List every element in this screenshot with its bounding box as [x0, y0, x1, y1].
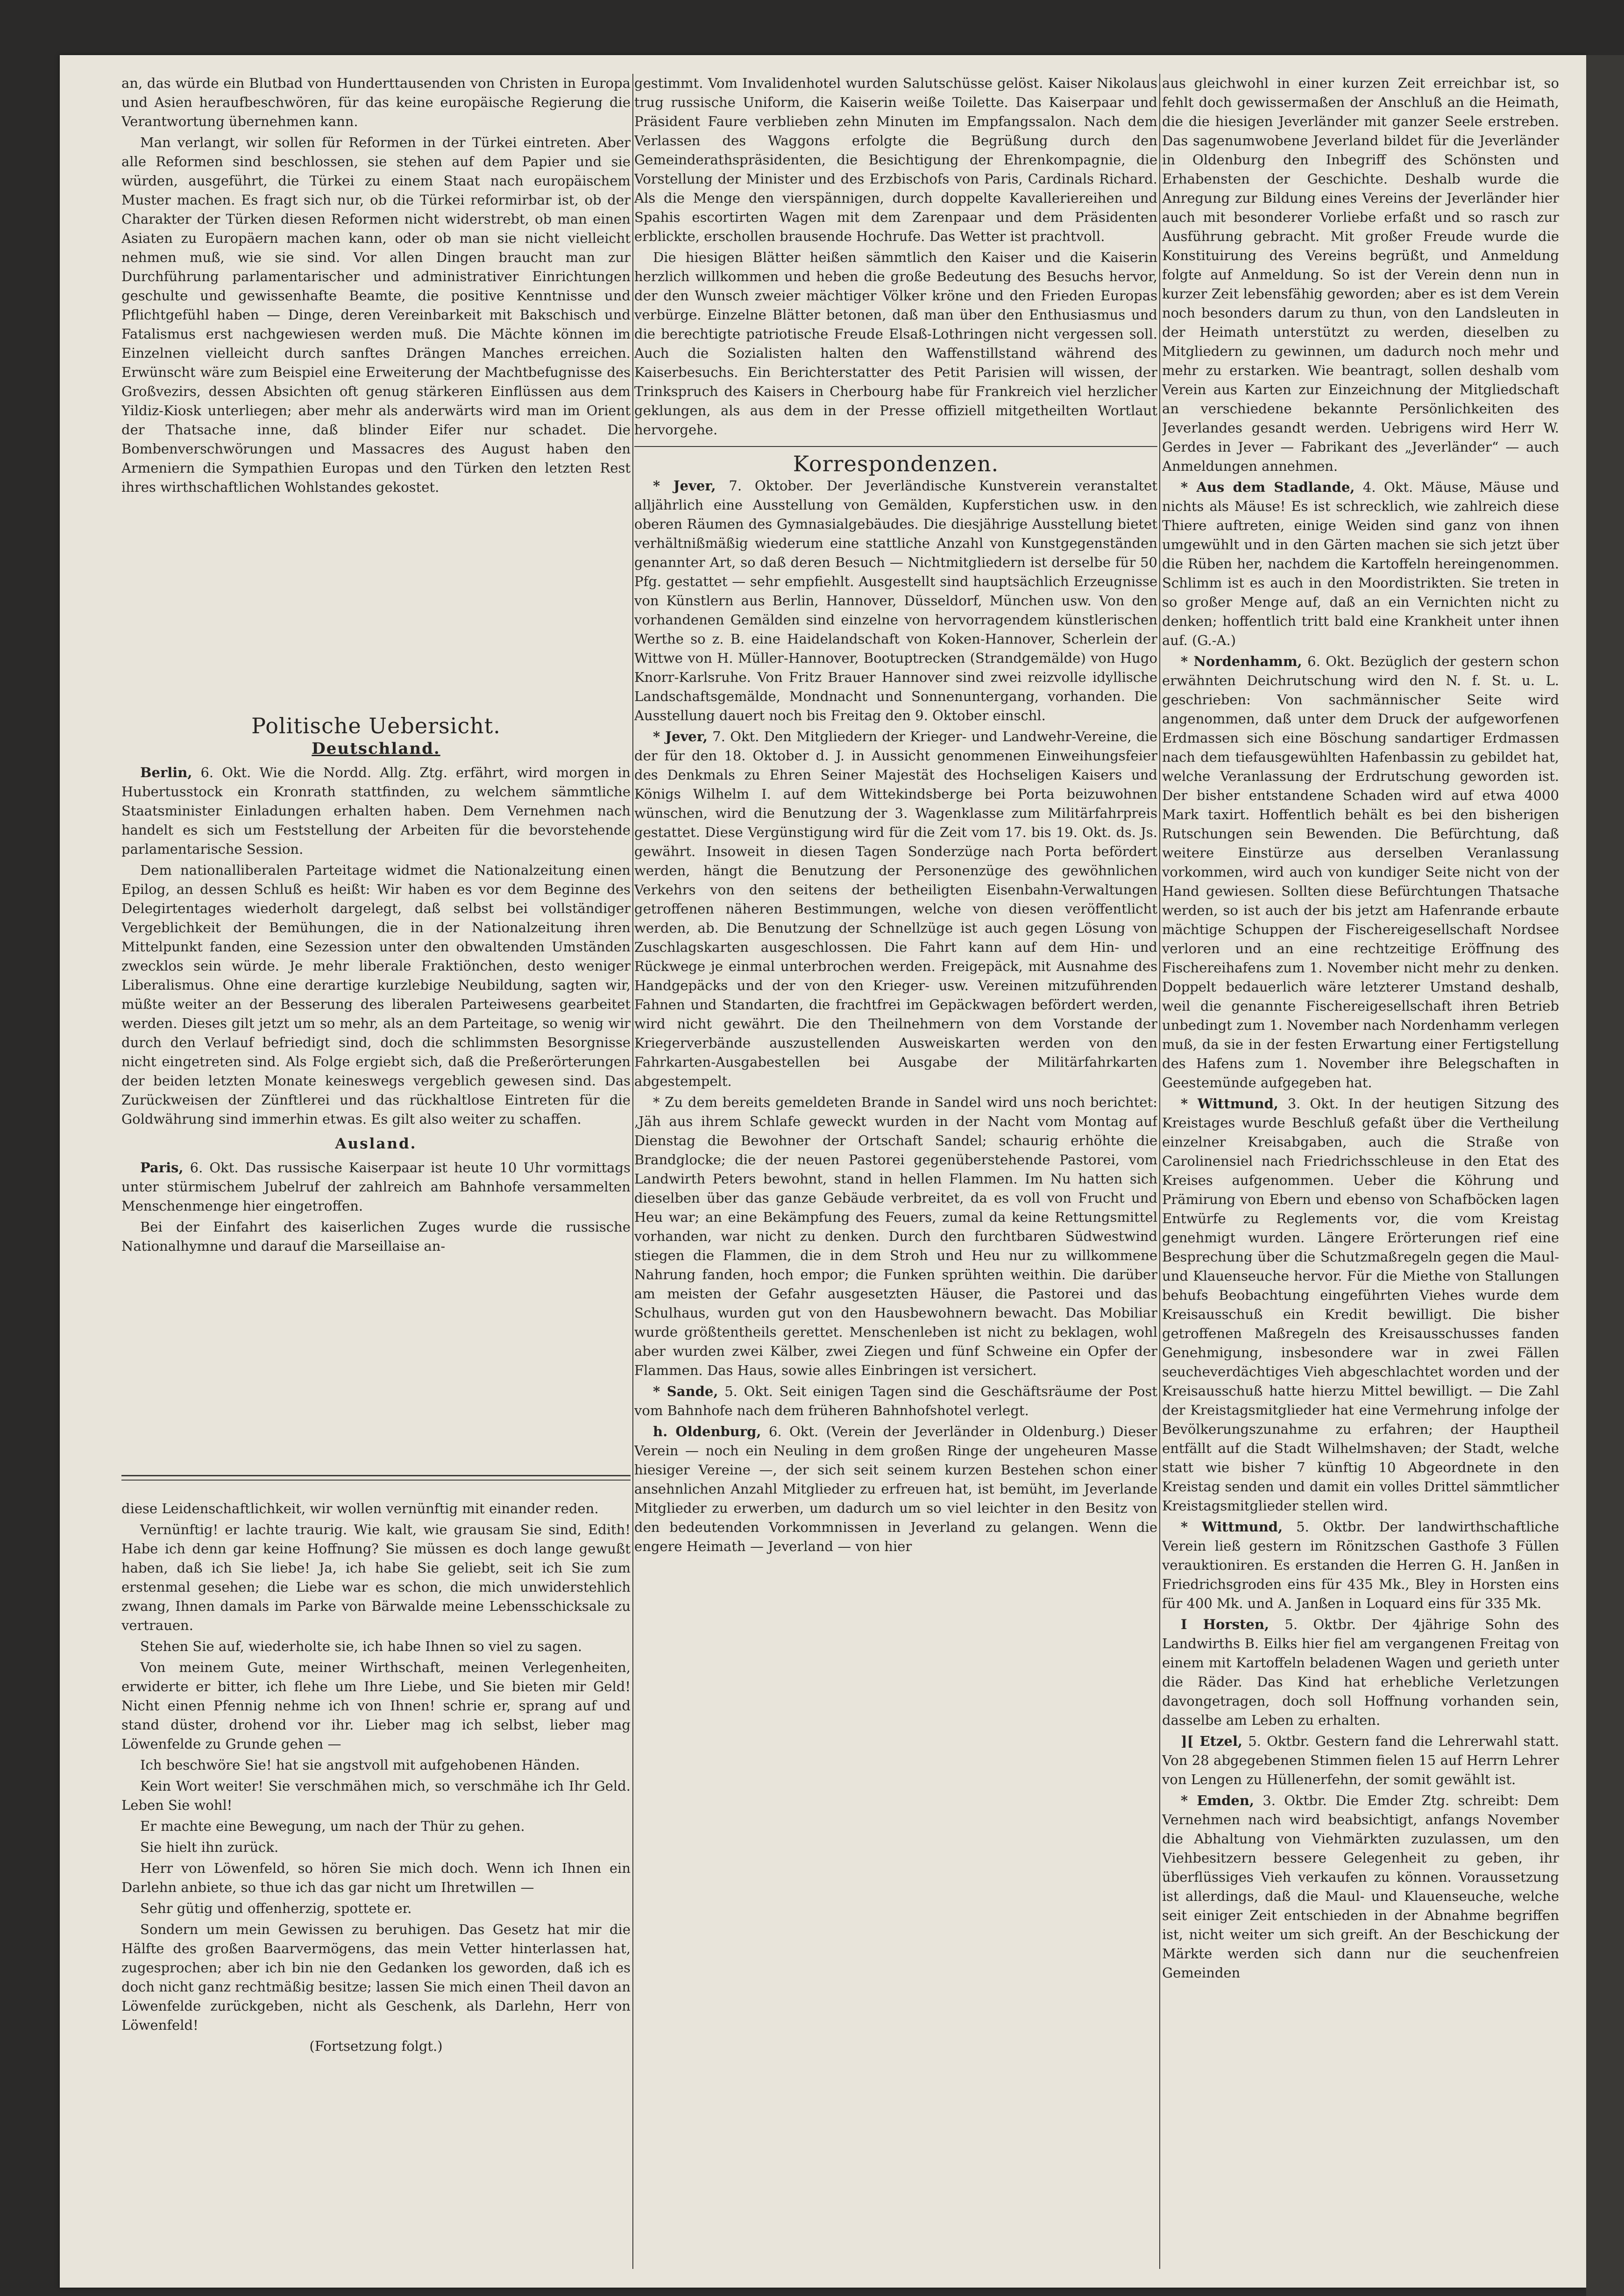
feuilleton-divider — [121, 1475, 631, 1476]
story-paragraph: Er machte eine Bewegung, um nach der Thür zu gehen. — [140, 1818, 525, 1834]
news-item-horsten: I Horsten, 5. Oktbr. Der 4jährige Sohn des Landwirths B. Eilks hier fiel am vergangenen Freitag von einem mit Kartoffeln beladenen Wagen und gerieth unter die Räder. Das Kind hat erhebliche Verletzungen davongetragen, doch soll Hoffnung vorhanden sein, dasselbe am Leben zu erhalten. — [1162, 1616, 1559, 1728]
continuation-note: (Fortsetzung folgt.) — [309, 2038, 443, 2054]
dateline: * Wittmund, — [1181, 1096, 1278, 1112]
news-item-sande: * Sande, 5. Okt. Seit einigen Tagen sind die Geschäftsräume der Post vom Bahnhofe nach dem früheren Bahnhofshotel verlegt. — [634, 1383, 1157, 1418]
news-item-etzel: ][ Etzel, 5. Oktbr. Gestern fand die Lehrerwahl statt. Von 28 abgegebenen Stimmen fielen 15 auf Herrn Lehrer von Lengen zu Hüllenerfehn, der somit gewählt ist. — [1162, 1733, 1559, 1787]
dateline: * Emden, — [1181, 1793, 1255, 1808]
newspaper-page — [60, 55, 1586, 2288]
news-item-jever: * Jever, 7. Oktober. Der Jeverländische Kunstverein veranstaltet alljährlich eine Ausstellung von Gemälden, Kupferstichen usw. in den oberen Räumen des Gymnasialgebäudes. Die diesjährige Ausstellung bietet verhältnißmäßig wiederum eine stattliche Anzahl von Kunstgegenständen genannter Art, so daß deren Besuch — Nichtmitgliedern ist derselbe für 50 Pfg. gestattet — sehr empfiehlt. Ausgestellt sind hauptsächlich Erzeugnisse von Künstlern aus Berlin, Hannover, Düsseldorf, München usw. Von den vorhandenen Gemälden sind einzelne von hervorragendem künstlerischen Werthe so z. B. eine Haidelandschaft von Koken-Hannover, Scherlein der Wittwe von H. Müller-Hannover, Bootuptrecken (Strandgemälde) von Hugo Knorr-Karlsruhe. Von Fritz Brauer Hannover sind zwei reizvolle idyllische Landschaftsgemälde, Mondnacht und Sonnenuntergang, vorhanden. Die Ausstellung dauert noch bis Freitag den 9. Oktober einschl. — [634, 478, 1157, 723]
column-left-politics — [121, 709, 631, 1330]
news-item-sandel: * Zu dem bereits gemeldeten Brande in Sandel wird uns noch berichtet: ‚Jäh aus ihrem Schlafe geweckt wurden in der Nacht vom Montag auf Dienstag die Bewohner der Ortschaft Sandel; schaurig erhöhte die Brandglocke; die der neuen Pastorei gegenüberstehende Pastorei, vom Landwirth Peters bewohnt, stand in hellen Flammen. Im Nu hatten sich dieselben über das ganze Gebäude verbreitet, da es voll von Frucht und Heu war; an eine Bekämpfung des Feuers, zumal da keine Rettungsmittel vorhanden, war nicht zu denken. Durch den furchtbaren Südwestwind stiegen die Flammen, die in dem Stroh und Heu nur zu willkommene Nahrung fanden, hoch empor; die Funken sprühten weithin. Die darüber am meisten der Gefahr ausgesetzten Häuser, die Pastorei und das Schulhaus, wurden gut von den Hausbewohnern bewacht. Das Mobiliar wurde größtentheils gerettet. Menschenleben ist nicht zu beklagen, wohl aber wurden zwei Kälber, zwei Ziegen und fünf Schweine ein Opfer der Flammen. Das Haus, sowie alles Einbringen ist versichert. — [634, 1094, 1157, 1378]
scan-background-edge — [1586, 55, 1624, 2296]
article-paragraph: aus gleichwohl in einer kurzen Zeit erreichbar ist, so fehlt doch gewissermaßen der Anschluß an die Heimath, die die hiesigen Jeverländer mit ganzer Seele erstreben. Das sagenumwobene Jeverland bildet für die Jeverländer in Oldenburg den Inbegriff des Schönsten und Erhabensten der Geschichte. Deshalb wurde die Anregung zur Bildung eines Vereins der Jeverländer hier auch mit besonderer Vorliebe erfaßt und so rasch zur Ausführung gebracht. Mit großer Freude wurde die Konstituirung des Vereins begrüßt, und Anmeldung folgte auf Anmeldung. So ist der Verein denn nun in kurzer Zeit lebensfähig geworden; aber es ist dem Verein noch besonders darum zu thun, von den Landsleuten in der Heimath unterstützt zu werden, dieselben zu Mitgliedern zu gewinnen, um dadurch noch mehr und mehr zu erstarken. Wie beantragt, sollen deshalb vom Verein aus Karten zur Einzeichnung der Mitgliedschaft an verschiedene bekannte Persönlichkeiten des Jeverlandes gesandt werden. Uebrigens wird Herr W. Gerdes in Jever — Fabrikant des „Jeverländer“ — auch Anmeldungen annehmen. — [1162, 75, 1559, 474]
dateline: ][ Etzel, — [1181, 1733, 1243, 1749]
story-paragraph: Sie hielt ihn zurück. — [140, 1839, 279, 1855]
story-paragraph: diese Leidenschaftlichkeit, wir wollen vernünftig mit einander reden. — [121, 1501, 599, 1516]
feuilleton-column — [121, 1499, 631, 2265]
dateline: h. Oldenburg, — [653, 1424, 761, 1439]
subheading-abroad: Ausland. — [335, 1135, 417, 1152]
column-right — [1162, 74, 1559, 2269]
news-item-jever: * Jever, 7. Okt. Den Mitgliedern der Krieger- und Landwehr-Vereine, die der für den 18. Oktober d. J. in Aussicht genommenen Einweihungsfeier des Denkmals zu Ehren Seiner Majestät des Hochseligen Kaisers und Königs Wilhelm I. auf dem Wittekindsberge bei Porta beizuwohnen wünschen, wird die Benutzung der 3. Wagenklasse zum Militärfahrpreis gestattet. Diese Vergünstigung wird für die Zeit vom 17. bis 19. Okt. ds. Js. gewährt. Insoweit in diesen Tagen Sonderzüge nach Porta befördert werden, hängt die Benutzung der Personenzüge des gewöhnlichen Verkehrs von den seitens der betheiligten Eisenbahn-Verwaltungen getroffenen näheren Bestimmungen, welche von diesen veröffentlicht werden, ab. Die Benutzung der Schnellzüge ist auch gegen Lösung von Zuschlagskarten ausgeschlossen. Die Fahrt kann auf dem Hin- und Rückwege je einmal unterbrochen werden. Freigepäck, mit Ausnahme des Handgepäcks und der von den Krieger- usw. Vereinen mitzuführenden Fahnen und Standarten, die frachtfrei im Gepäckwagen befördert werden, wird nicht gewährt. Die den Theilnehmern von dem Vorstande der Kriegerverbände auszustellenden Ausweiskarten werden von den Fahrkarten-Ausgabestellen bei Ausgabe der Militärfahrkarten abgestempelt. — [634, 729, 1157, 1089]
story-paragraph: Sondern um mein Gewissen zu beruhigen. Das Gesetz hat mir die Hälfte des großen Baarvermögens, das mein Vetter hinterlassen hat, zugesprochen; aber ich bin nie den Gedanken los geworden, daß ich es doch nicht ganz rechtmäßig besitze; lassen Sie mich einen Theil davon an Löwenfelde zurückgeben, nicht als Geschenk, als Darlehn, Herr von Löwenfeld! — [121, 1921, 631, 2033]
news-item-wittmund: * Wittmund, 3. Okt. In der heutigen Sitzung des Kreistages wurde Beschluß gefaßt über die Vertheilung einzelner Kreisabgaben, auch die Straße von Carolinensiel nach Friedrichsschleuse in den Etat des Kreises aufgenommen. Ueber die Köhrung und Prämirung von Ebern und ebenso von Schafböcken lagen Entwürfe zu Reglements vor, die vom Kreistag genehmigt wurden. Längere Erörterungen rief eine Besprechung über die Schutzmaßregeln gegen die Maul- und Klauenseuche hervor. Für die Miethe von Stallungen behufs Beobachtung eingeführten Viehes wurde dem Kreisausschuß ein Kredit bewilligt. Die bisher getroffenen Maßregeln des Kreisausschusses fanden Genehmigung, insbesondere war in zwei Fällen seucheverdächtiges Vieh abgeschlachtet worden und der Kreisausschuß hatte hierzu Mittel bewilligt. — Die Zahl der Kreistagsmitglieder hat eine Vermehrung infolge der Bevölkerungszunahme zu erfahren; der Hauptheil entfällt auf die Stadt Wilhelmshaven; der Stadt, welche statt wie bisher 7 künftig 10 Abgeordnete in den Kreistag senden und damit ein volles Drittel sämmtlicher Kreistagsmitglieder stellen wird. — [1162, 1096, 1559, 1514]
news-item-emden: * Emden, 3. Oktbr. Die Emder Ztg. schreibt: Dem Vernehmen nach wird beabsichtigt, anfangs November die Abhaltung von Viehmärkten zuzulassen, um den Viehbesitzern bessere Gelegenheit zu geben, ihr überflüssiges Vieh verkaufen zu können. Voraussetzung ist allerdings, daß die Maul- und Klauenseuche, welche seit einiger Zeit entschieden in der Abnahme begriffen ist, nicht weiter um sich greift. An der Beschickung der Märkte werden sich dann nur die seuchenfreien Gemeinden — [1162, 1793, 1559, 1981]
article-paragraph: gestimmt. Vom Invalidenhotel wurden Salutschüsse gelöst. Kaiser Nikolaus trug russische Uniform, die Kaiserin weiße Toilette. Das Kaiserpaar und Präsident Faure verblieben zehn Minuten im Empfangssalon. Nach dem Verlassen des Waggons erfolgte die Begrüßung durch den Gemeinderathspräsidenten, die Besichtigung der Ehrenkompagnie, die Vorstellung der Minister und des Erzbischofs von Paris, Cardinals Richard. Als die Menge den vierspännigen, durch doppelte Kavalleriereihen und Spahis escortirten Wagen mit dem Zarenpaar und dem Präsidenten erblickte, erschollen brausende Hochrufe. Das Wetter ist prachtvoll. — [634, 75, 1157, 244]
news-item-wittmund: * Wittmund, 5. Oktbr. Der landwirthschaftliche Verein ließ gestern im Rönitzschen Gasthofe 3 Füllen verauktioniren. Es erstanden die Herren G. H. Janßen in Friedrichsgroden eins für 435 Mk., Bley in Horsten eins für 400 Mk. und A. Janßen in Loquard eins für 335 Mk. — [1162, 1519, 1559, 1611]
story-paragraph: Ich beschwöre Sie! hat sie angstvoll mit aufgehobenen Händen. — [140, 1757, 580, 1773]
feuilleton-divider-2 — [121, 1480, 631, 1481]
story-paragraph: Sehr gütig und offenherzig, spottete er. — [140, 1900, 412, 1916]
story-paragraph: Kein Wort weiter! Sie verschmähen mich, so verschmähe ich Ihr Geld. Leben Sie wohl! — [121, 1778, 631, 1813]
news-item-stadland: * Aus dem Stadlande, 4. Okt. Mäuse, Mäuse und nichts als Mäuse! Es ist schrecklich, wie zahlreich diese Thiere auftreten, einige Weiden sind ganz von ihnen umgewühlt und in den Gärten machen sie sich jetzt über die Rüben her, nachdem die Kartoffeln hereingenommen. Schlimm ist es auch in den Moordistrikten. Sie treten in so großer Menge auf, daß an ein Vernichten nicht zu denken; hoffentlich tritt bald eine Krankheit unter ihnen auf. (G.-A.) — [1162, 479, 1559, 648]
news-item-paris: Paris, 6. Okt. Das russische Kaiserpaar ist heute 10 Uhr vormittags unter stürmischem Jubelruf der zahlreich am Bahnhofe versammelten Menschenmenge hier eingetroffen. — [121, 1160, 631, 1214]
dateline: Berlin, — [140, 765, 192, 780]
dateline: * Sande, — [653, 1383, 718, 1399]
subheading-germany: Deutschland. — [312, 739, 440, 758]
dateline: Paris, — [140, 1160, 184, 1176]
story-paragraph: Vernünftig! er lachte traurig. Wie kalt, wie grausam Sie sind, Edith! Habe ich denn gar keine Hoffnung? Sie müssen es doch lange gewußt haben, daß ich Sie liebe! Ja, ich habe Sie geliebt, seit ich Sie zum erstenmal gesehen; die Liebe war es schon, die mich unwiderstehlich zwang, Ihnen damals im Parke von Bärwalde meine Lebensschicksale zu vertrauen. — [121, 1522, 631, 1633]
dateline: * Jever, — [653, 729, 708, 744]
news-item-berlin: Berlin, 6. Okt. Wie die Nordd. Allg. Ztg. erfährt, wird morgen in Hubertusstock ein Kronrath stattfinden, zu welchem sämmtliche Staatsminister Einladungen erhalten haben. Dem Vernehmen nach handelt es sich um Feststellung der Arbeiten für die bevorstehende parlamentarische Session. — [121, 765, 631, 857]
story-paragraph: Stehen Sie auf, wiederholte sie, ich habe Ihnen so viel zu sagen. — [140, 1638, 582, 1654]
article-paragraph: an, das würde ein Blutbad von Hunderttausenden von Christen in Europa und Asien heraufbeschwören, für das keine europäische Regierung die Verantwortung übernehmen kann. — [121, 75, 631, 129]
dateline: * Wittmund, — [1181, 1519, 1283, 1535]
dateline: I Horsten, — [1181, 1616, 1269, 1632]
column-rule-1 — [632, 74, 633, 2269]
dateline: * Jever, — [653, 478, 716, 494]
story-paragraph: Herr von Löwenfeld, so hören Sie mich doch. Wenn ich Ihnen ein Darlehn anbiete, so thue ich das gar nicht um Ihretwillen — — [121, 1860, 631, 1895]
column-rule-2 — [1159, 74, 1160, 2269]
news-item-nordenhamm: * Nordenhamm, 6. Okt. Bezüglich der gestern schon erwähnten Deichrutschung wird den N. f. St. u. L. geschrieben: Von sachmännischer Seite wird angenommen, daß unter dem Druck der aufgeworfenen Erdmassen sich eine Böschung sandartiger Erdmassen nach dem tiefausgewühlten Hafenbassin zu gebildet hat, welche Veranlassung der Erdrutschung geworden ist. Der bisher entstandene Schaden wird auf etwa 4000 Mark taxirt. Hoffentlich behält es bei den bisherigen Rutschungen sein Bewenden. Die Befürchtung, daß weitere Einstürze aus derselben Veranlassung vorkommen, wird auch von kundiger Seite nicht von der Hand gewiesen. Sollten diese Befürchtungen Thatsache werden, so ist auch der bis jetzt am Hafenrande erbaute mächtige Schuppen der Fischereigesellschaft Nordsee verloren und an eine rechtzeitige Eröffnung des Fischereihafens zum 1. November nicht mehr zu denken. Doppelt bedauerlich wäre letzterer Umstand deshalb, weil die genannte Fischereigesellschaft ihren Betrieb unbedingt zum 1. November nach Nordenhamm verlegen muß, da sie in der festen Erwartung einer Fertigstellung des Hafens zum 1. November ihre Belegschaften in Geestemünde aufgegeben hat. — [1162, 653, 1559, 1091]
news-item-oldenburg: h. Oldenburg, 6. Okt. (Verein der Jeverländer in Oldenburg.) Dieser Verein — noch ein Neuling in dem großen Ringe der ungeheuren Masse hiesiger Vereine —, der sich seit seinem kurzen Bestehen schon einer ansehnlichen Anzahl Mitglieder zu erfreuen hat, ist bemüht, im Jeverlande Mitglieder zu erwerben, um dadurch um so viel leichter in den Besitz von den bedeutenden Vorkommnissen in Jeverland zu gelangen. Wenn die engere Heimath — Jeverland — von hier — [634, 1424, 1157, 1554]
dateline: * Aus dem Stadlande, — [1181, 479, 1355, 495]
column-middle — [634, 74, 1157, 2269]
dateline: * Nordenhamm, — [1181, 653, 1302, 669]
article-paragraph: Man verlangt, wir sollen für Reformen in der Türkei eintreten. Aber alle Reformen sind beschlossen, sie stehen auf dem Papier und sie würden, ausgeführt, die Türkei zu einem Staat nach europäischem Muster machen. Es fragt sich nur, ob die Türkei reformirbar ist, ob der Charakter der Türken diesen Reformen nicht widerstrebt, ob man einen Asiaten zu Europäern machen kann, oder ob man sie nicht vielleicht nehmen muß, wie sie sind. Vor allen Dingen braucht man zur Durchführung parlamentarischer und administrativer Einrichtungen geschulte und gewissenhafte Beamte, die positive Kenntnisse und Pflichtgefühl haben — Dinge, deren Vereinbarkeit mit Bakschisch und Fatalismus erst nachgewiesen werden muß. Die Mächte können im Einzelnen vielleicht durch sanftes Drängen Manches erreichen. Erwünscht wäre zum Beispiel eine Erweiterung der Machtbefugnisse des Großvezirs, dessen Absichten oft genug stärkeren Einflüssen aus dem Yildiz-Kiosk unterliegen; aber mehr als anderwärts wird man im Orient der Thatsache inne, daß blinder Eifer nur schadet. Die Bombenverschwörungen und Massacres des August haben den Armeniern die Sympathien Europas und den Türken den letzten Rest ihres wirthschaftlichen Wohlstandes gekostet. — [121, 135, 631, 495]
article-paragraph: Die hiesigen Blätter heißen sämmtlich den Kaiser und die Kaiserin herzlich willkommen und heben die große Bedeutung des Besuchs hervor, der den Wunsch zweier mächtiger Völker kröne und den Frieden Europas verbürge. Einzelne Blätter betonen, daß man über den Enthusiasmus und die berechtigte patriotische Freude Elsaß-Lothringen nicht vergessen soll. Auch die Sozialisten halten den Waffenstillstand während des Kaiserbesuchs. Ein Berichterstatter des Petit Parisien will wissen, der Trinkspruch des Kaisers in Cherbourg habe für Frankreich viel herzlicher geklungen, als aus dem in der Presse offiziell mitgetheilten Wortlaut hervorgehe. — [634, 249, 1157, 438]
story-paragraph: Von meinem Gute, meiner Wirthschaft, meinen Verlegenheiten, erwiderte er bitter, ich flehe um Ihre Liebe, und Sie bieten mir Geld! Nicht einen Pfennig nehme ich von Ihnen! schrie er, sprang auf und stand düster, drohend vor ihr. Lieber mag ich selbst, lieber mag Löwenfelde zu Grunde gehen — — [121, 1659, 631, 1752]
section-heading-correspondence: Korrespondenzen. — [793, 451, 999, 476]
section-heading-politics: Politische Uebersicht. — [251, 713, 501, 738]
section-divider — [634, 446, 1157, 447]
article-paragraph: Dem nationalliberalen Parteitage widmet die Nationalzeitung einen Epilog, an dessen Schluß es heißt: Wir haben es vor dem Beginne des Delegirtentages wiederholt dargelegt, daß selbst bei vollständiger Vergeblichkeit der Bemühungen, die in der Nationalzeitung ihren Mittelpunkt fanden, eine Sezession unter den obwaltenden Umständen zwecklos sein würde. Je mehr liberale Fraktiönchen, desto weniger Liberalismus. Ohne eine derartige kurzlebige Neubildung, sagten wir, müßte weiter an der Besserung des liberalen Parteiwesens gearbeitet werden. Dieses gilt jetzt um so mehr, als an dem Parteitage, so wenig wir durch den Verlauf befriedigt sind, doch die schlimmsten Besorgnisse nicht eingetreten sind. Als Folge ergiebt sich, daß die Preßerörterungen der beiden letzten Monate keineswegs vergeblich gewesen sind. Das Zurückweisen der Zünftlerei und das rückhaltlose Eintreten für die Goldwährung sind immerhin etwas. Es gilt also weiter zu schaffen. — [121, 862, 631, 1127]
article-paragraph: Bei der Einfahrt des kaiserlichen Zuges wurde die russische Nationalhymne und darauf die Marseillaise an- — [121, 1219, 631, 1254]
column-left-upper — [121, 74, 631, 695]
